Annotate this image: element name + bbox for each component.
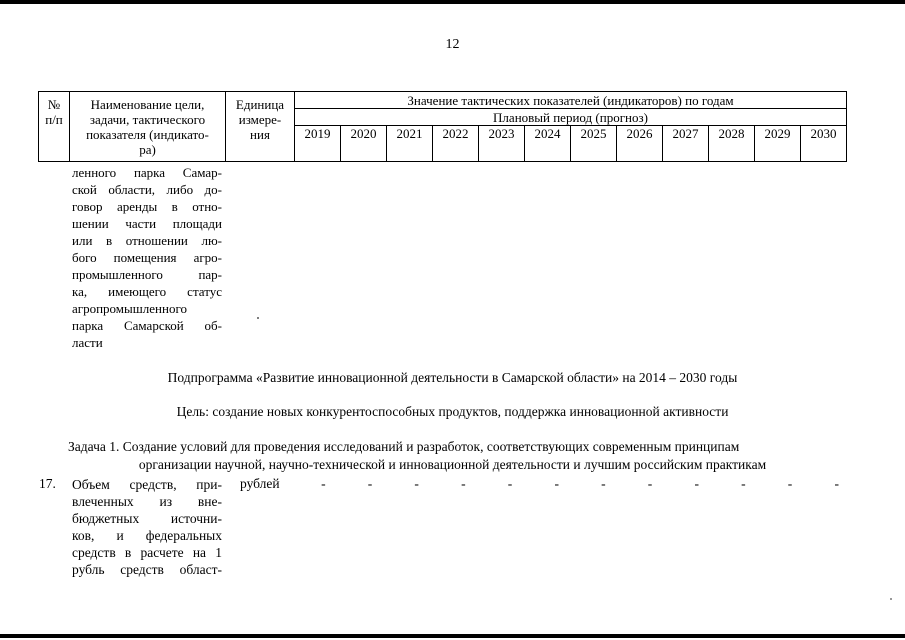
text-line: бюджетных источни- xyxy=(72,511,222,526)
value-cell: - xyxy=(694,476,699,491)
header-unit-line: Единица xyxy=(235,96,285,112)
header-name-line: Наименование цели, xyxy=(90,96,205,112)
text-line: парка Самарской об- xyxy=(72,318,222,333)
text-line: ков, и федеральных xyxy=(72,528,222,543)
header-name-line: ра) xyxy=(139,141,156,157)
text-line: шении части площади xyxy=(72,216,222,231)
value-cell: - xyxy=(741,476,746,491)
header-name-line: показателя (индикато- xyxy=(86,126,209,142)
row-number: 17. xyxy=(39,476,56,491)
text-line: средств в расчете на 1 xyxy=(72,545,222,560)
row-indicator-name xyxy=(72,476,222,578)
header-unit-line: измере- xyxy=(238,111,282,127)
scan-speck xyxy=(890,598,892,600)
year-cell: 2027 xyxy=(663,126,709,162)
value-cell: - xyxy=(461,476,466,491)
text-line: влеченных из вне- xyxy=(72,494,222,509)
year-cell: 2023 xyxy=(479,126,525,162)
text-line: или в отношении лю- xyxy=(72,233,222,248)
text-line: ка, имеющего статус xyxy=(72,284,222,299)
year-cell: 2021 xyxy=(387,126,433,162)
scan-speck xyxy=(257,317,259,319)
year-cell: 2024 xyxy=(525,126,571,162)
page-number: 12 xyxy=(445,37,460,52)
value-cell: - xyxy=(367,476,373,491)
header-name-cell xyxy=(70,92,226,162)
text-line: агропромышленного xyxy=(72,301,187,316)
text-line: бого помещения агро- xyxy=(72,250,222,265)
values-title: Значение тактических показателей (индикаторов) по годам xyxy=(295,92,847,109)
header-unit-line: ния xyxy=(250,126,270,142)
text-line: ленного парка Самар- xyxy=(72,165,222,180)
value-cell: - xyxy=(414,476,419,491)
continued-indicator-text xyxy=(72,164,222,351)
task-line: организации научной, научно-технической и инновационной деятельности и лучшим российским практикам xyxy=(138,457,767,472)
bottom-border xyxy=(0,634,905,638)
text-line: промышленного пар- xyxy=(72,267,222,282)
year-cell: 2020 xyxy=(341,126,387,162)
year-cell: 2026 xyxy=(617,126,663,162)
header-num-line: № xyxy=(47,96,61,112)
goal-line: Цель: создание новых конкурентоспособных продуктов, поддержка инновационной активности xyxy=(176,404,729,419)
task-line: Задача 1. Создание условий для проведения исследований и разработок, соответствующих современным принципам xyxy=(68,439,740,454)
text-line: ласти xyxy=(72,335,103,350)
value-cell: - xyxy=(321,476,326,491)
year-cell: 2019 xyxy=(295,126,341,162)
value-cell: - xyxy=(554,476,559,491)
text-line: говор аренды в отно- xyxy=(72,199,222,214)
value-cell: - xyxy=(787,476,793,491)
text-line: Объем средств, при- xyxy=(72,477,222,492)
header-name-line: задачи, тактического xyxy=(89,111,206,127)
planned-period: Плановый период (прогноз) xyxy=(295,109,847,126)
year-cell: 2025 xyxy=(571,126,617,162)
value-cell: - xyxy=(647,476,653,491)
value-cell: - xyxy=(601,476,606,491)
year-cell: 2029 xyxy=(755,126,801,162)
year-cell: 2022 xyxy=(433,126,479,162)
row-values xyxy=(300,476,860,492)
subprogram-title: Подпрограмма «Развитие инновационной деятельности в Самарской области» на 2014 – 2030 годы xyxy=(167,370,738,385)
indicator-table-header xyxy=(38,91,847,162)
header-unit-cell xyxy=(226,92,295,162)
year-cell: 2030 xyxy=(801,126,847,162)
year-cell: 2028 xyxy=(709,126,755,162)
top-border xyxy=(0,0,905,4)
text-line: ской области, либо до- xyxy=(72,182,222,197)
row-unit: рублей xyxy=(240,476,280,491)
header-num-line: п/п xyxy=(45,111,63,127)
header-num-cell xyxy=(39,92,70,162)
value-cell: - xyxy=(507,476,513,491)
value-cell: - xyxy=(834,476,839,491)
text-line: рубль средств област- xyxy=(72,562,222,577)
